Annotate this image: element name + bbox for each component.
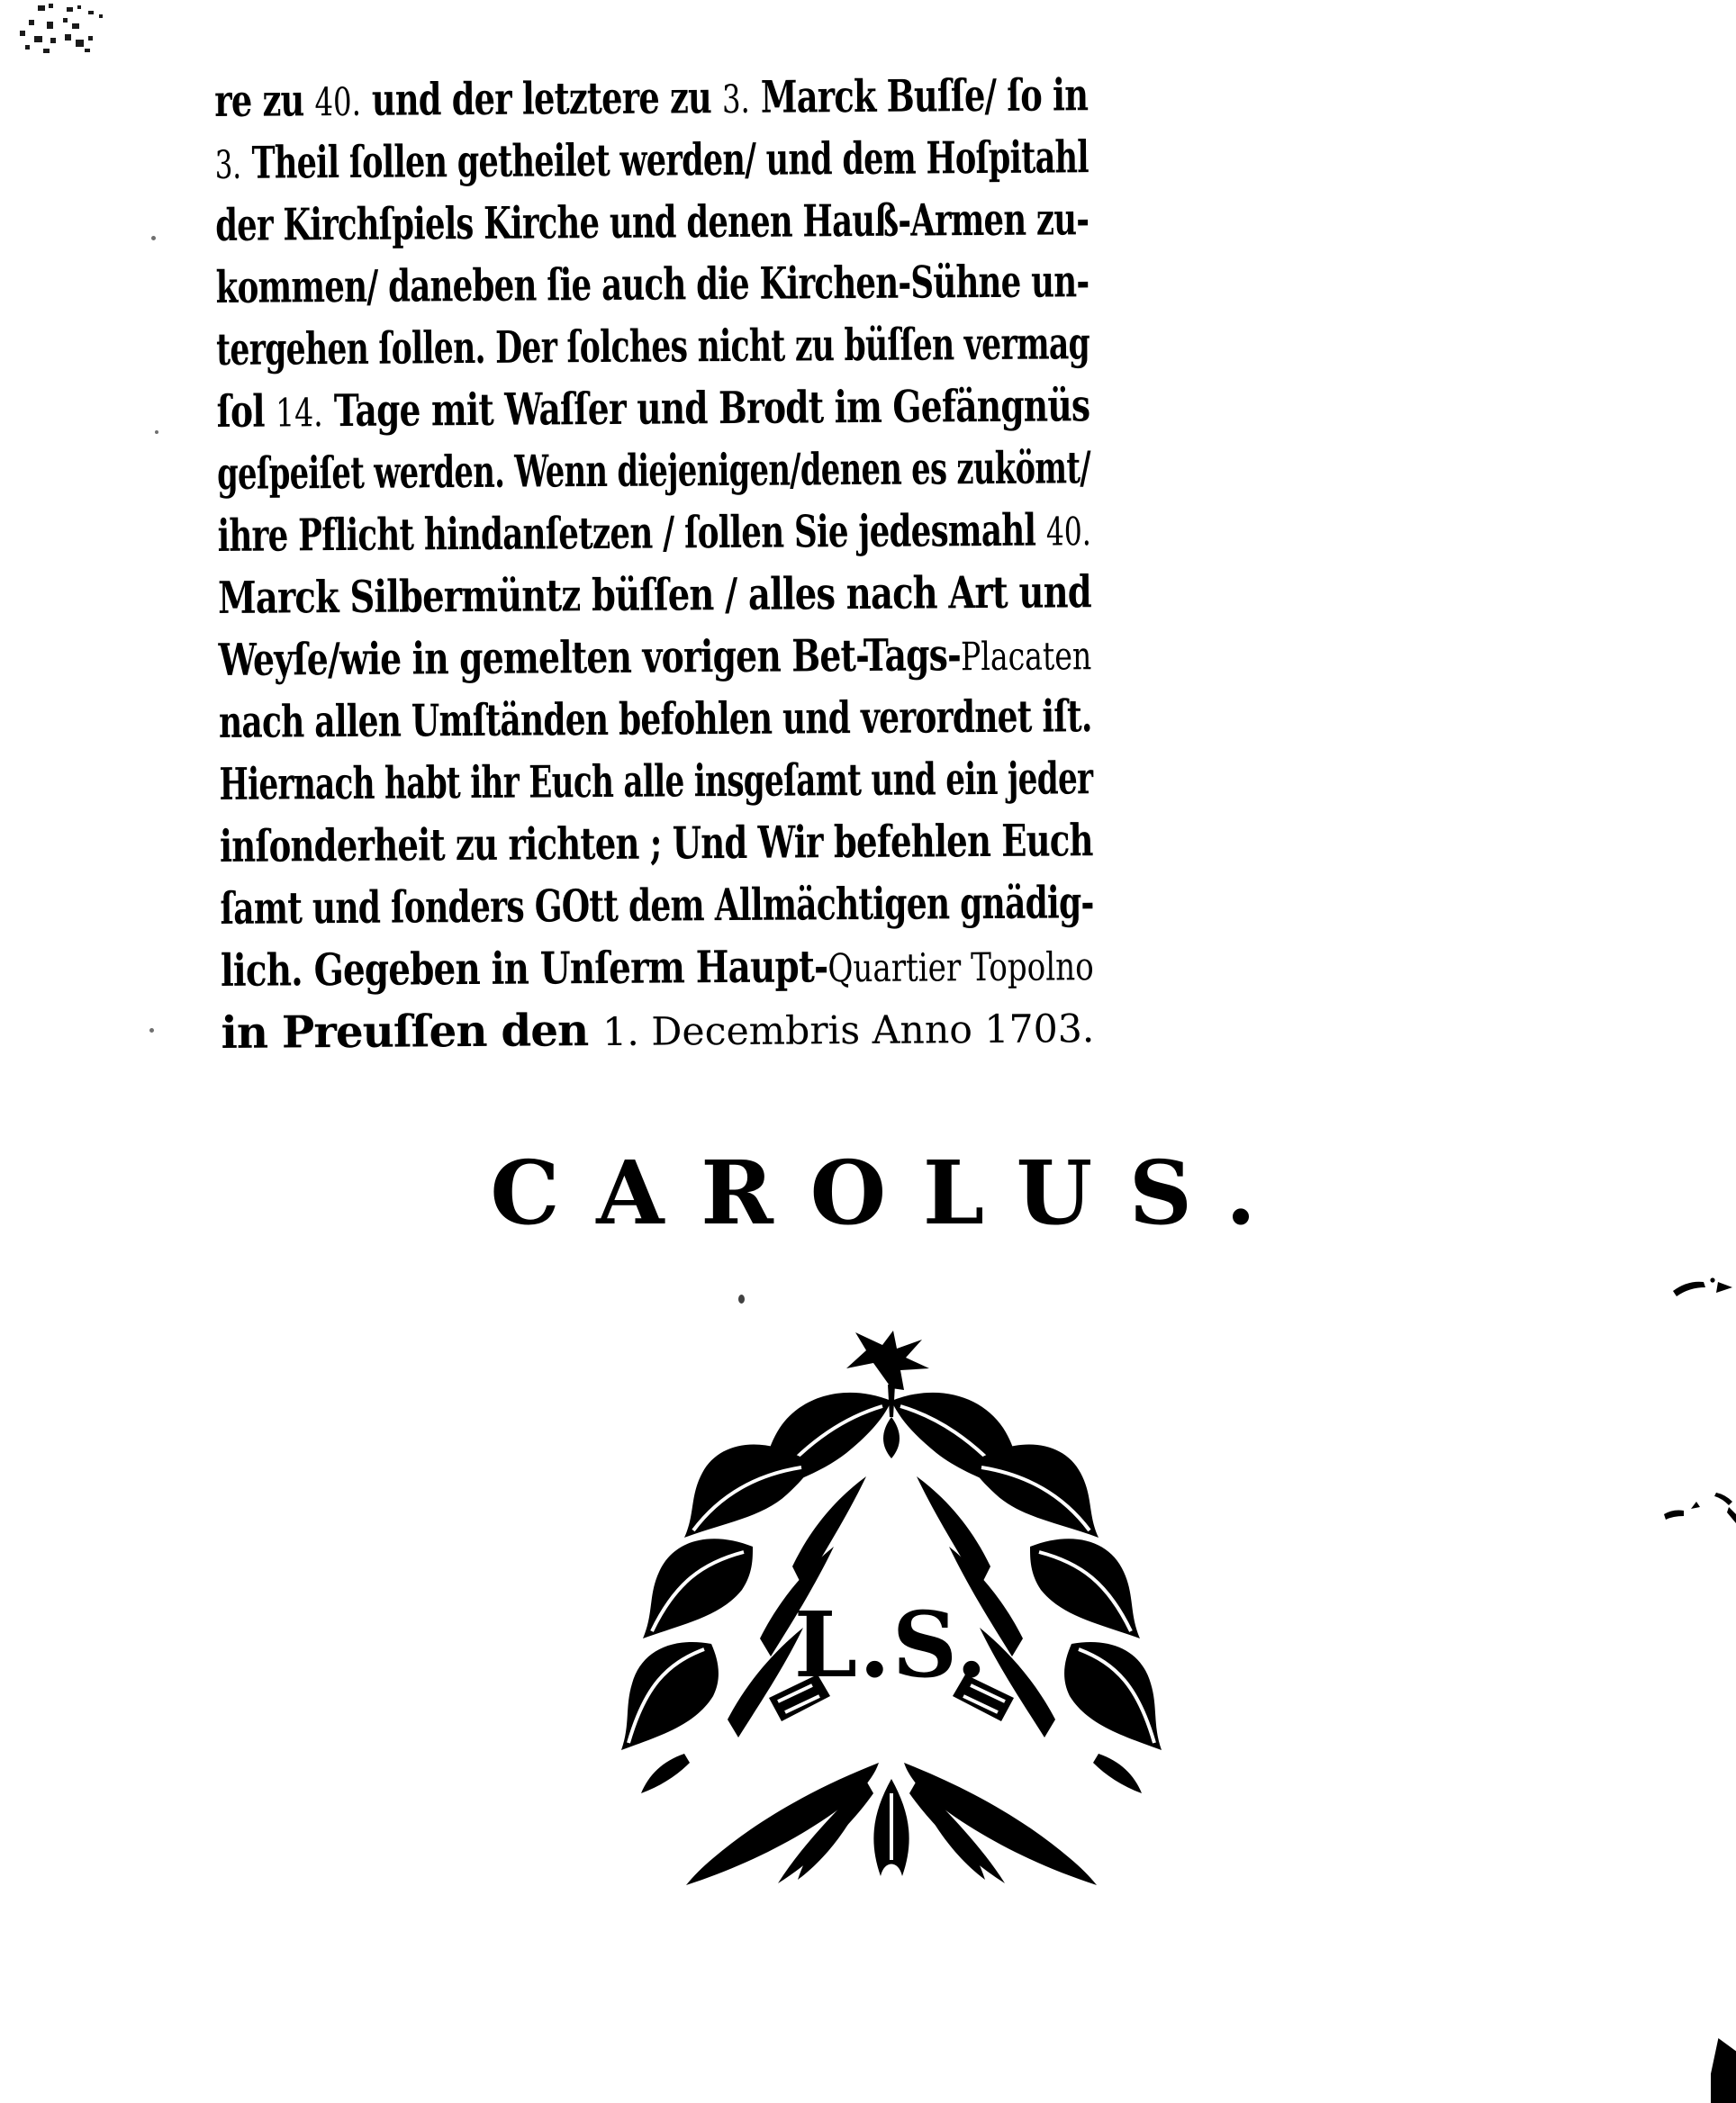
seal-bottom-leaf [873, 1779, 909, 1876]
body-line [218, 561, 1091, 629]
body-line [221, 996, 1094, 1064]
body-line [218, 623, 1091, 691]
body-line [216, 312, 1090, 381]
body-line [217, 437, 1090, 505]
body-line-segment: re zu [214, 74, 315, 127]
body-line-segment: inſonderheit zu richten ; Und Wir befehlen Euch [219, 814, 1093, 872]
body-line-segment: ſol [216, 384, 276, 438]
body-line-segment: Hiernach habt ihr Euch alle insgeſamt und ein jeder [219, 752, 1093, 810]
body-line [219, 685, 1092, 754]
body-line-segment: tergehen ſollen. Der ſolches nicht zu büſſen vermag [215, 317, 1090, 375]
scan-smudge-top-left [7, 0, 169, 81]
pen-mark-right-upper [1673, 1271, 1736, 1311]
body-line-segment: Quartier Topolno [827, 944, 1094, 992]
body-line [214, 64, 1088, 132]
body-line [217, 499, 1091, 567]
body-line [215, 188, 1089, 257]
body-line-segment: kommen/ daneben ſie auch die Kirchen-Sühne un- [215, 255, 1090, 313]
body-line-segment: 3. [721, 77, 751, 123]
body-line-segment: 40. [1045, 510, 1091, 555]
body-line-segment: Marck Silbermüntz büſſen / alles nach Art und [217, 565, 1092, 624]
body-line [215, 250, 1089, 319]
body-line-segment: nach allen Umſtänden befohlen und verordnet iſt. [218, 690, 1092, 748]
body-line-segment: 3. [214, 142, 242, 188]
body-line [220, 809, 1093, 878]
scan-speck [155, 430, 158, 434]
pen-mark-right-lower [1664, 1487, 1736, 1527]
body-line-segment: Tage mit Waſſer und Brodt im Gefängnüs [322, 379, 1090, 438]
body-line [214, 126, 1089, 194]
scan-speck [738, 1295, 745, 1304]
body-line-segment: und der letztere zu [360, 71, 723, 126]
scan-speck [149, 1028, 154, 1033]
body-line-segment: 1. Decembris Anno 1703. [601, 1006, 1095, 1056]
body-line-segment: Weyſe/wie in gemelten vorigen Bet-Tags- [218, 628, 962, 686]
body-line-segment: lich. Gegeben in Unſerm Haupt- [220, 940, 828, 997]
corner-scan-wedge [1711, 2038, 1736, 2103]
body-line-segment: in Preuſſen den [221, 1004, 603, 1059]
seal-monogram: L.S. [793, 1592, 990, 1698]
body-line [216, 375, 1090, 443]
body-line-segment: Placaten [960, 634, 1092, 681]
body-line [219, 747, 1092, 816]
body-line-segment: Marck Buſſe/ ſo in [749, 68, 1089, 123]
body-line-segment: der Kirchſpiels Kirche und denen Hauß-Armen zu- [214, 193, 1090, 251]
body-line [220, 871, 1094, 940]
body-line-segment: ſamt und ſonders GOtt dem Allmächtigen gnädig- [220, 876, 1094, 934]
body-line-segment: Theil ſollen getheilet werden/ und dem Hoſpitahl [240, 131, 1090, 189]
body-line-segment: 14. [275, 391, 323, 437]
signature-carolus: CAROLUS. [490, 1142, 1293, 1244]
scan-speck [151, 236, 156, 240]
body-text-block [214, 61, 1487, 1064]
body-line-segment: ihre Pflicht hindanſetzen / ſollen Sie jedesmahl [217, 503, 1047, 562]
body-line [221, 934, 1094, 1002]
body-line-segment: 40. [314, 79, 362, 126]
body-line-segment: geſpeiſet werden. Wenn diejenigen/denen es zukömt/ [216, 441, 1091, 500]
